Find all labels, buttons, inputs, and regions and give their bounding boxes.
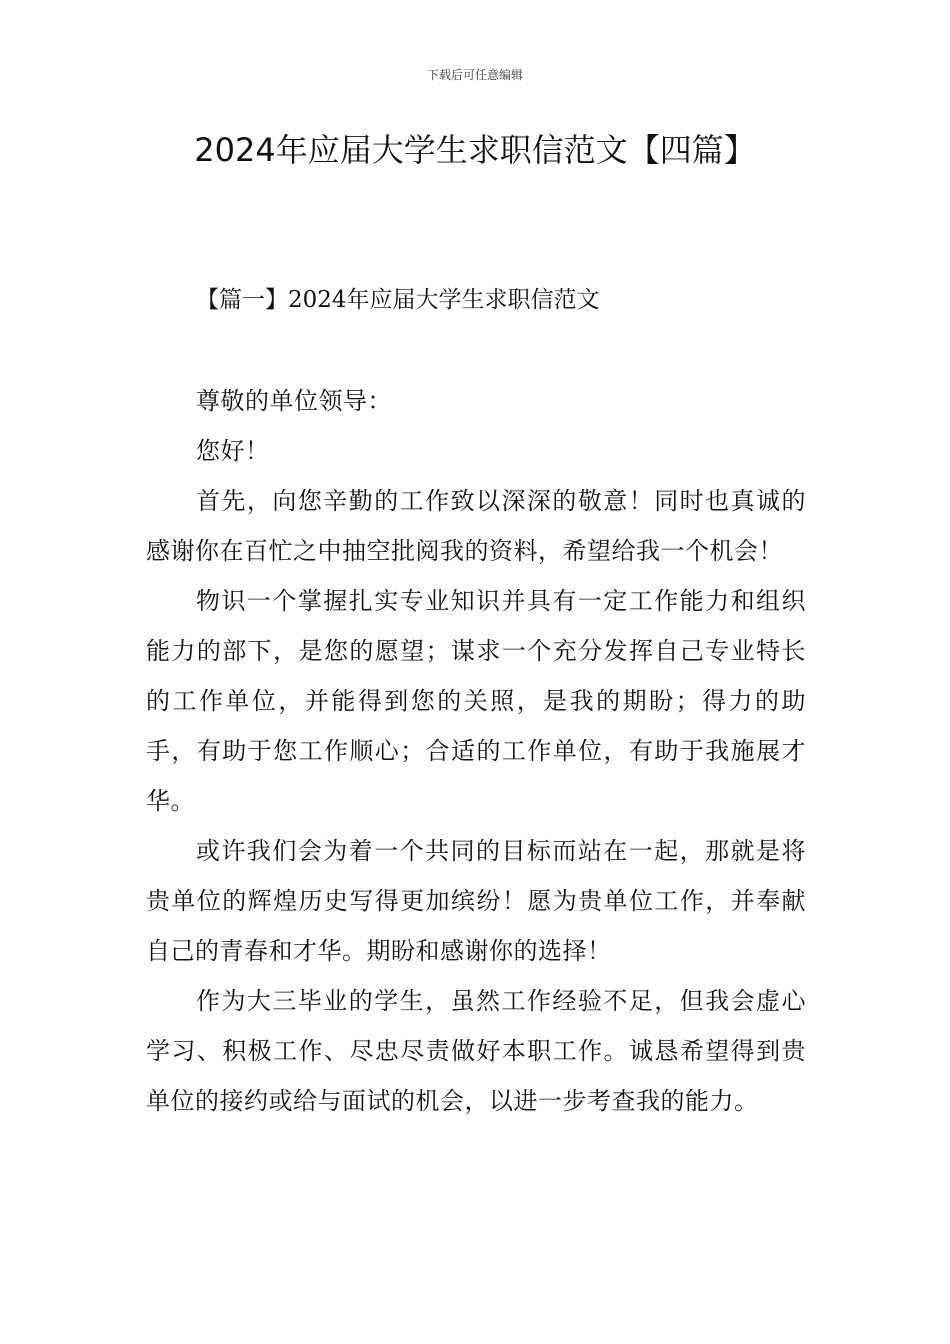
header-note: 下载后可任意编辑 xyxy=(426,68,523,82)
body-paragraph: 首先，向您辛勤的工作致以深深的敬意！同时也真诚的感谢你在百忙之中抽空批阅我的资料，希望给我一个机会！ xyxy=(146,487,806,565)
body-paragraph: 或许我们会为着一个共同的目标而站在一起，那就是将贵单位的辉煌历史写得更加缤纷！愿为贵单位工作，并奉献自己的青春和才华。期盼和感谢你的选择！ xyxy=(146,837,806,965)
greeting: 您好！ xyxy=(196,437,270,465)
section-heading: 【篇一】2024年应届大学生求职信范文 xyxy=(196,287,600,313)
letter-body xyxy=(146,376,806,1126)
body-paragraph: 作为大三毕业的学生，虽然工作经验不足，但我会虚心学习、积极工作、尽忠尽责做好本职工作。诚恳希望得到贵单位的接约或给与面试的机会，以进一步考查我的能力。 xyxy=(146,987,806,1115)
document-title: 2024年应届大学生求职信范文【四篇】 xyxy=(194,131,756,169)
salutation: 尊敬的单位领导： xyxy=(196,387,392,415)
body-paragraph: 物识一个掌握扎实专业知识并具有一定工作能力和组织能力的部下，是您的愿望；谋求一个充分发挥自己专业特长的工作单位，并能得到您的关照，是我的期盼；得力的助手，有助于您工作顺心；合适的工作单位，有助于我施展才华。 xyxy=(146,587,806,815)
